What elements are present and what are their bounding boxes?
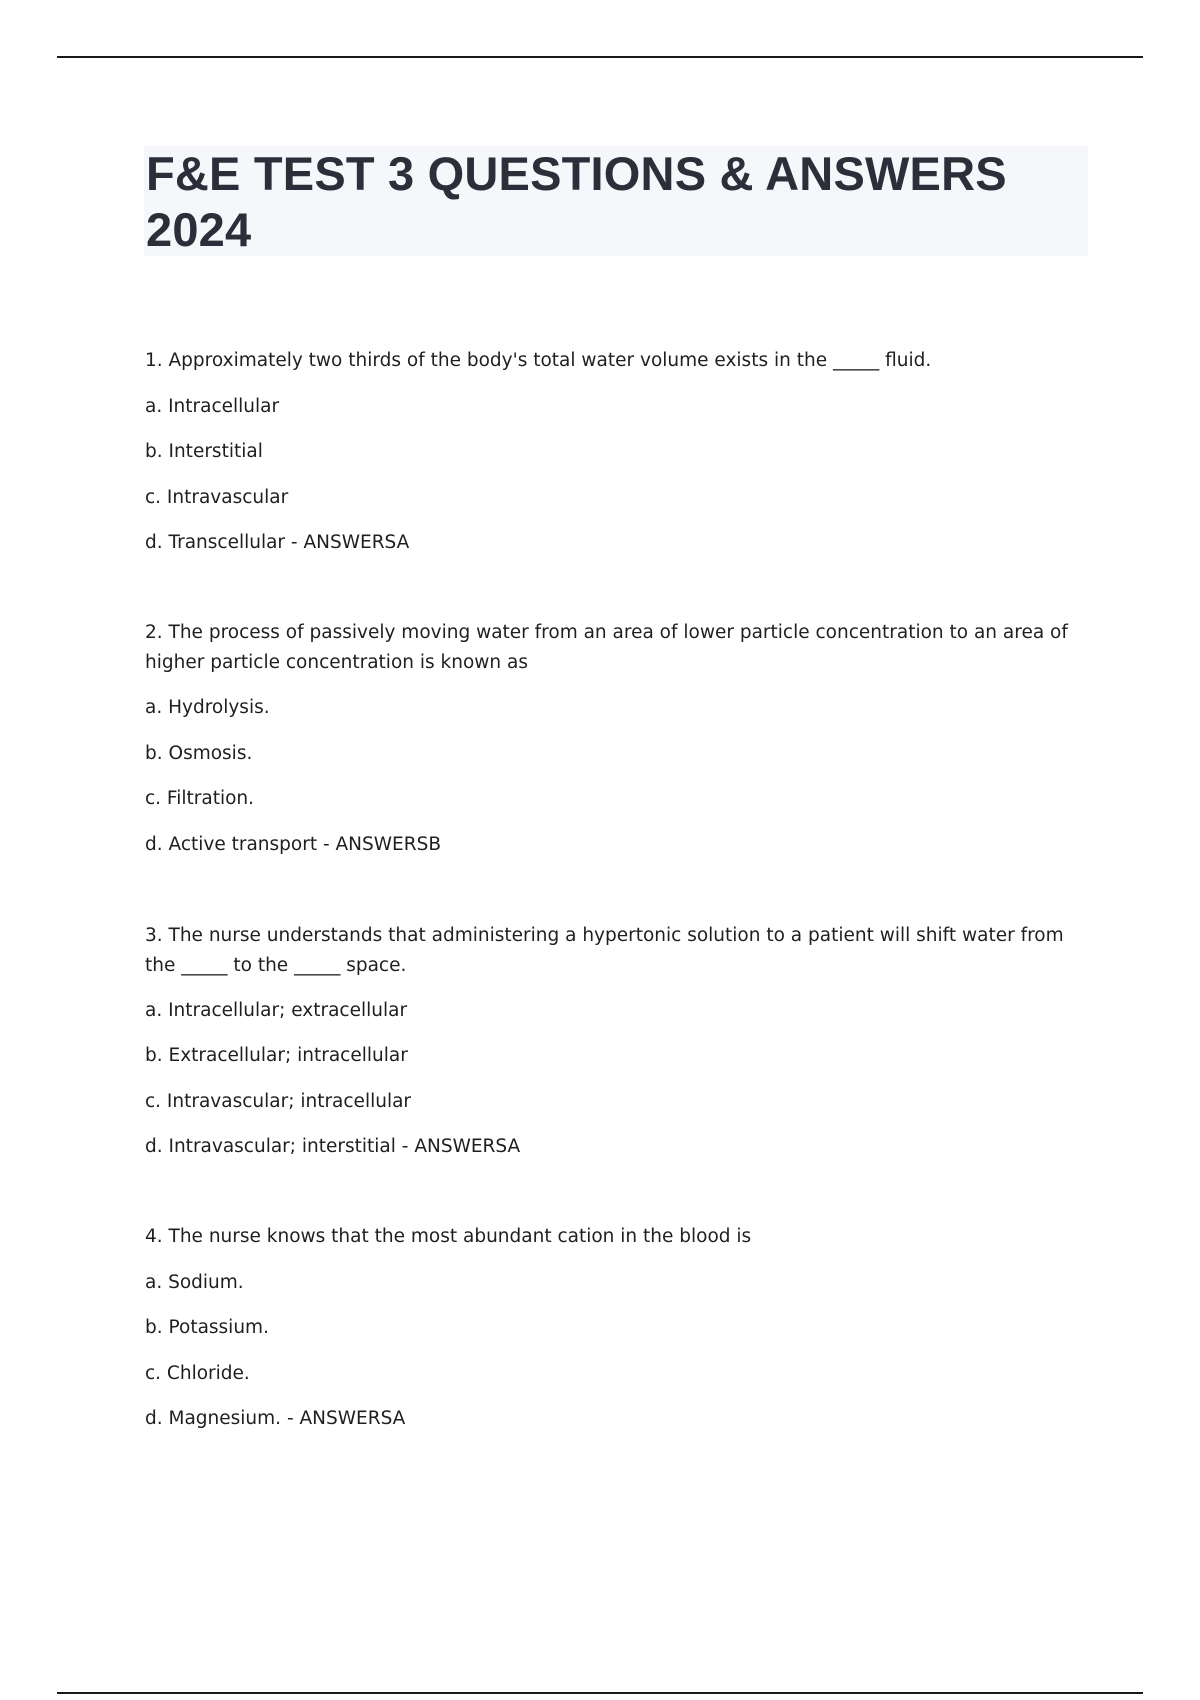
question-4-option-b: b. Potassium.	[145, 1317, 269, 1338]
question-1-stem: 1. Approximately two thirds of the body's total water volume exists in the _____ fluid.	[145, 350, 932, 371]
question-1-option-c: c. Intravascular	[145, 487, 289, 508]
question-2-option-d: d. Active transport - ANSWERSB	[145, 834, 442, 855]
question-4-option-c: c. Chloride.	[145, 1363, 250, 1384]
question-3-stem: 3. The nurse understands that administering a hypertonic solution to a patient will shift water from the _____ to the _____ space.	[145, 925, 1064, 976]
question-3	[145, 921, 1085, 1157]
question-1-option-b: b. Interstitial	[145, 441, 263, 462]
question-1-option-a: a. Intracellular	[145, 396, 280, 417]
question-2	[145, 618, 1085, 855]
question-2-option-b: b. Osmosis.	[145, 743, 253, 764]
question-3-option-a: a. Intracellular; extracellular	[145, 1000, 408, 1021]
question-1	[145, 346, 1085, 553]
question-3-option-c: c. Intravascular; intracellular	[145, 1091, 412, 1112]
question-2-option-c: c. Filtration.	[145, 788, 255, 809]
title-block	[144, 146, 1088, 256]
bottom-rule	[57, 1692, 1143, 1694]
question-3-option-b: b. Extracellular; intracellular	[145, 1045, 408, 1066]
question-4-option-a: a. Sodium.	[145, 1272, 244, 1293]
question-4	[145, 1222, 1085, 1429]
page-title: F&E TEST 3 QUESTIONS & ANSWERS 2024	[146, 147, 1007, 256]
question-4-option-d: d. Magnesium. - ANSWERSA	[145, 1408, 406, 1429]
top-rule	[57, 56, 1143, 58]
question-1-option-d: d. Transcellular - ANSWERSA	[145, 532, 410, 553]
question-2-option-a: a. Hydrolysis.	[145, 697, 270, 718]
question-3-option-d: d. Intravascular; interstitial - ANSWERSA	[145, 1136, 521, 1157]
question-2-stem: 2. The process of passively moving water from an area of lower particle concentration to an area of higher particle concentration is known as	[145, 622, 1068, 673]
question-4-stem: 4. The nurse knows that the most abundant cation in the blood is	[145, 1226, 752, 1247]
